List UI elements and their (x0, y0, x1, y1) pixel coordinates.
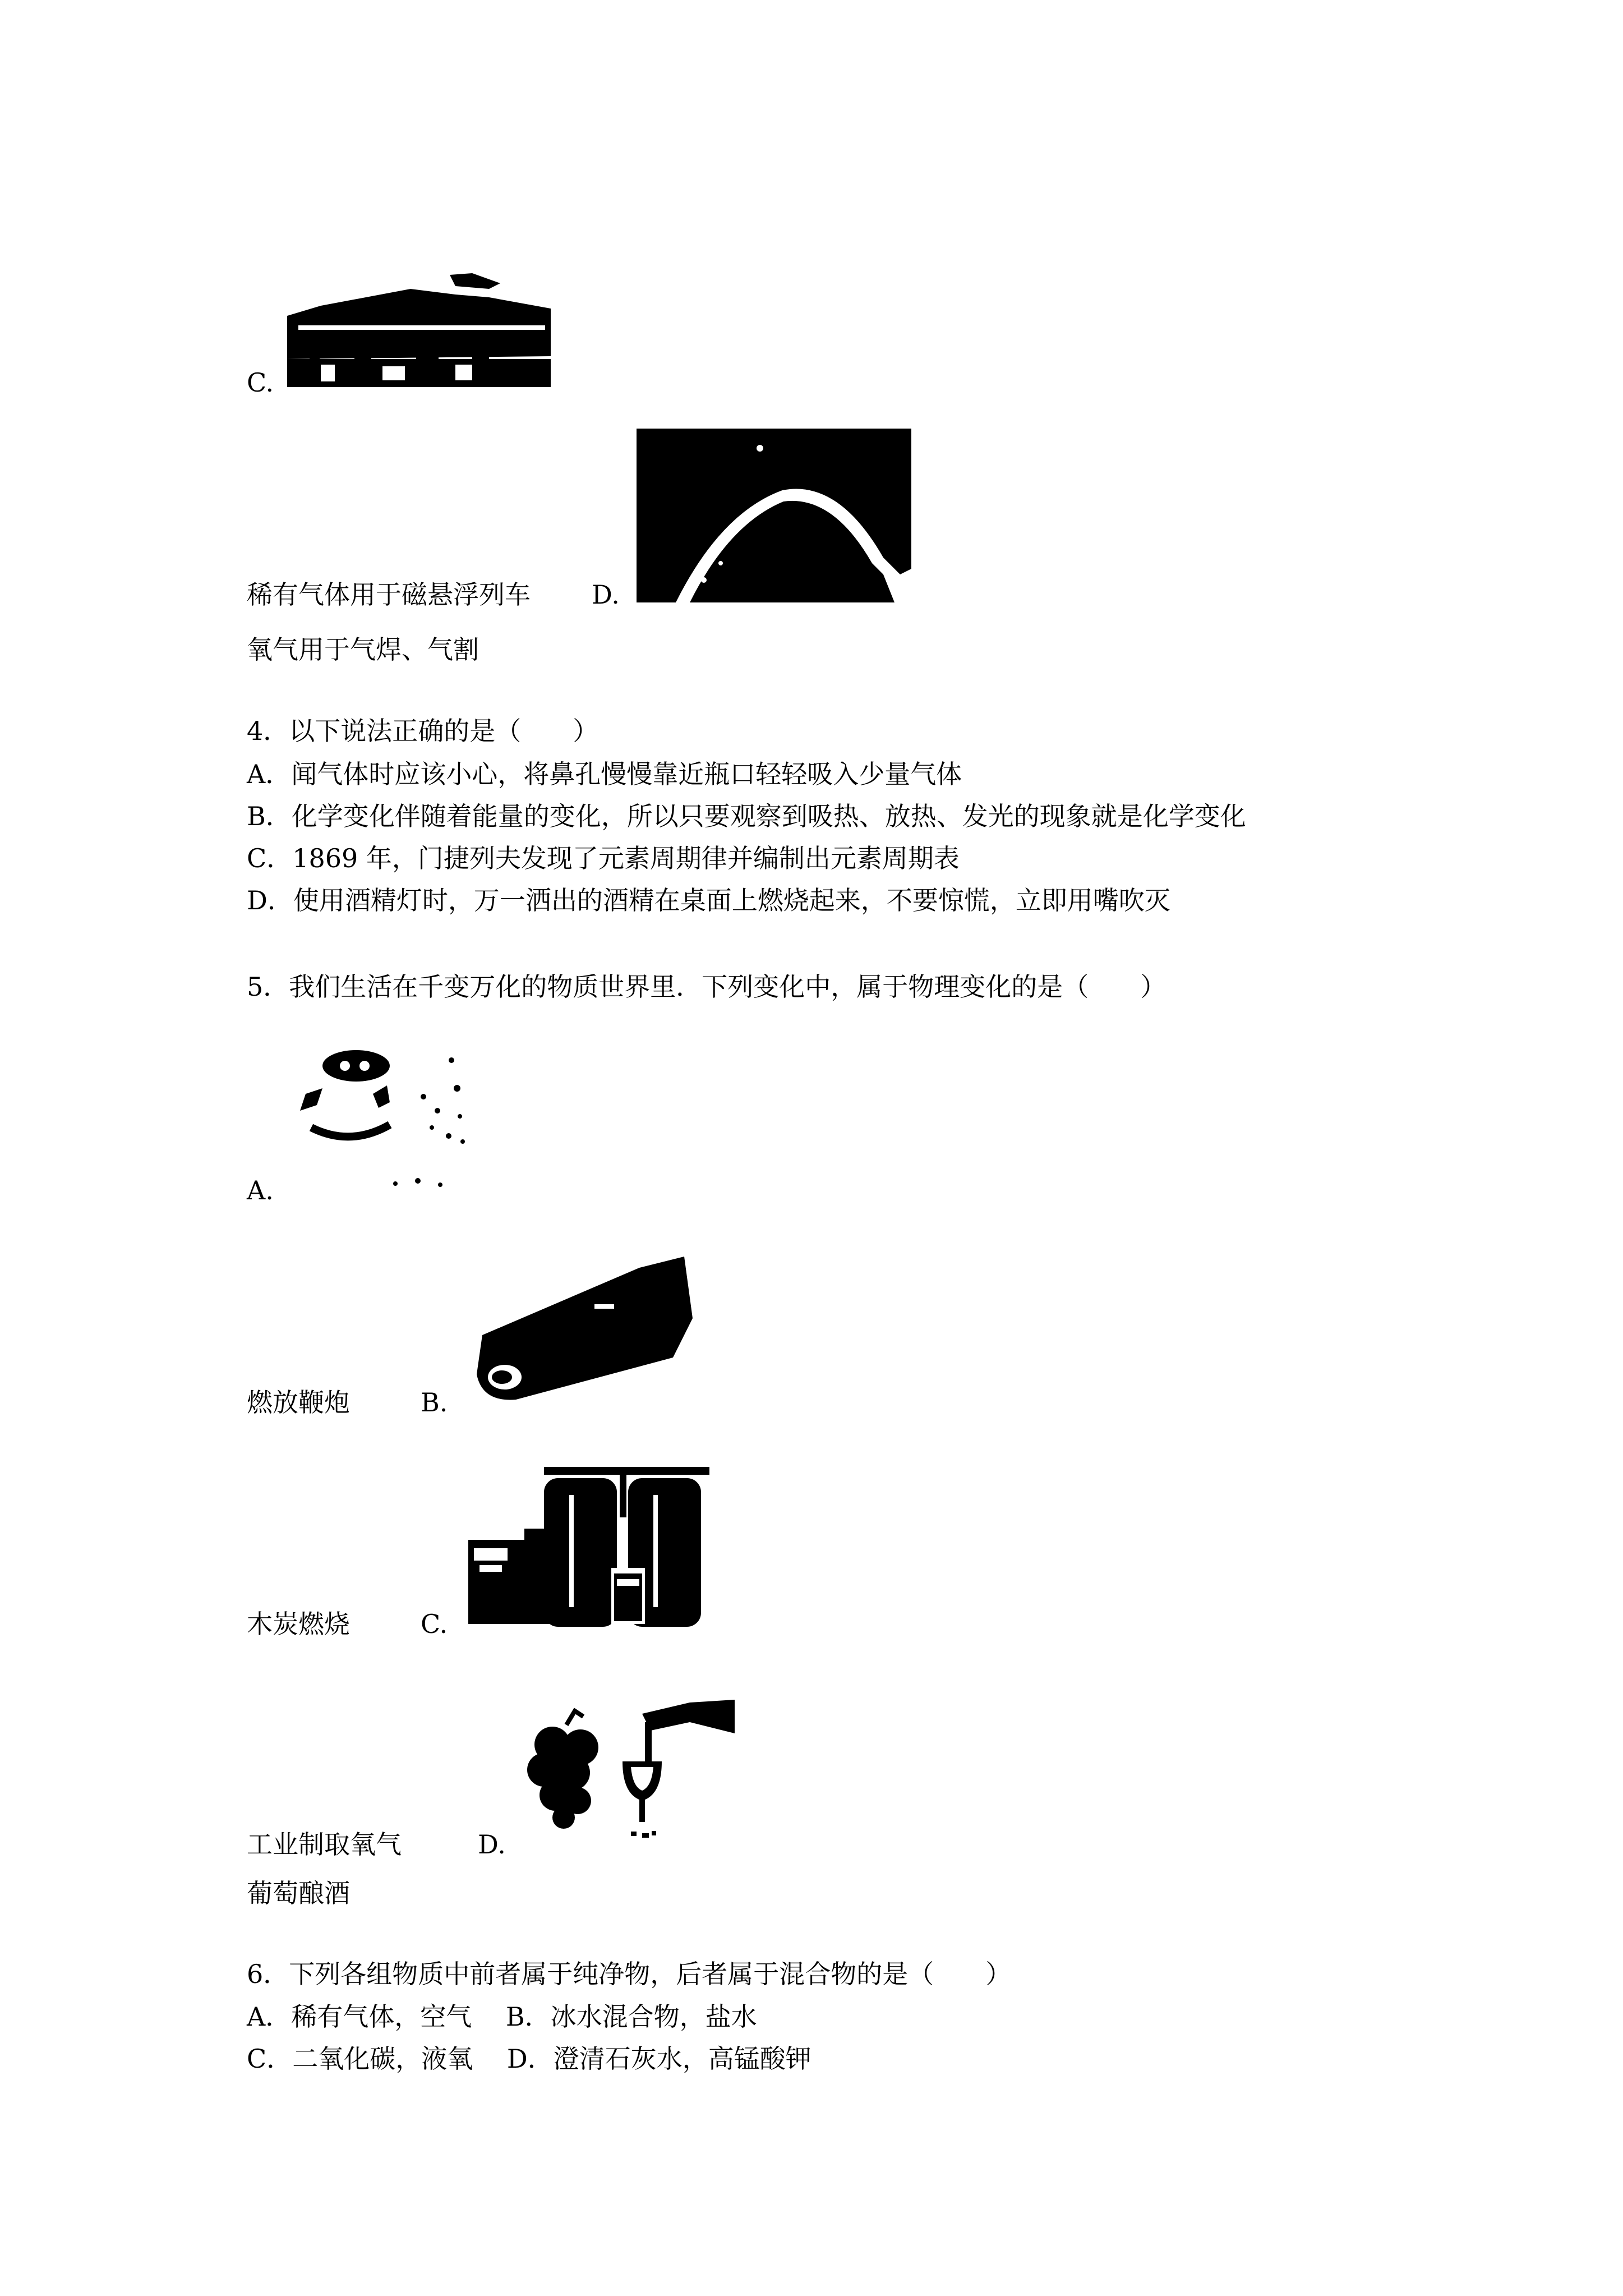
q4-option-c: C．1869 年，门捷列夫发现了元素周期律并编制出元素周期表 (247, 843, 960, 873)
q4-stem: 4．以下说法正确的是（ ） (247, 716, 599, 746)
q5-stem: 5．我们生活在千变万化的物质世界里．下列变化中，属于物理变化的是（ ） (247, 972, 1166, 1002)
q3-option-c-letter: C. (247, 367, 274, 398)
q5-option-a-letter: A. (247, 1175, 274, 1205)
firecracker-image (294, 1043, 485, 1195)
q3-option-d-text: 氧气用于气焊、气割 (247, 634, 479, 665)
q4-option-b: B．化学变化伴随着能量的变化，所以只要观察到吸热、放热、发光的现象就是化学变化 (247, 801, 1246, 831)
charcoal-image (471, 1251, 695, 1408)
q4-option-d: D．使用酒精灯时，万一洒出的酒精在桌面上燃烧起来，不要惊慌，立即用嘴吹灭 (247, 885, 1170, 915)
maglev-train-image (287, 266, 556, 395)
q5-option-b-text: 木炭燃烧 (247, 1609, 350, 1639)
q5-option-c-text: 工业制取氧气 (247, 1829, 402, 1860)
q4-option-a: A．闻气体时应该小心，将鼻孔慢慢靠近瓶口轻轻吸入少量气体 (247, 759, 962, 789)
q6-options-row-2: C．二氧化碳，液氧 D．澄清石灰水，高锰酸钾 (247, 2044, 811, 2074)
q5-option-b-letter: B. (421, 1387, 448, 1418)
q5-option-c-letter: C. (421, 1609, 448, 1639)
q5-option-d-text: 葡萄酿酒 (247, 1878, 350, 1908)
q3-option-c-text: 稀有气体用于磁悬浮列车 (247, 579, 531, 610)
q5-option-d-letter: D. (478, 1829, 506, 1860)
wine-grapes-image (522, 1700, 740, 1846)
oxygen-plant-image (468, 1461, 709, 1627)
welding-sparks-image (637, 429, 911, 602)
q6-options-row-1: A．稀有气体，空气 B．冰水混合物，盐水 (247, 2001, 757, 2032)
q3-option-d-letter: D. (592, 579, 620, 610)
q6-stem: 6．下列各组物质中前者属于纯净物，后者属于混合物的是（ ） (247, 1959, 1012, 1989)
q5-option-a-text: 燃放鞭炮 (247, 1387, 350, 1418)
